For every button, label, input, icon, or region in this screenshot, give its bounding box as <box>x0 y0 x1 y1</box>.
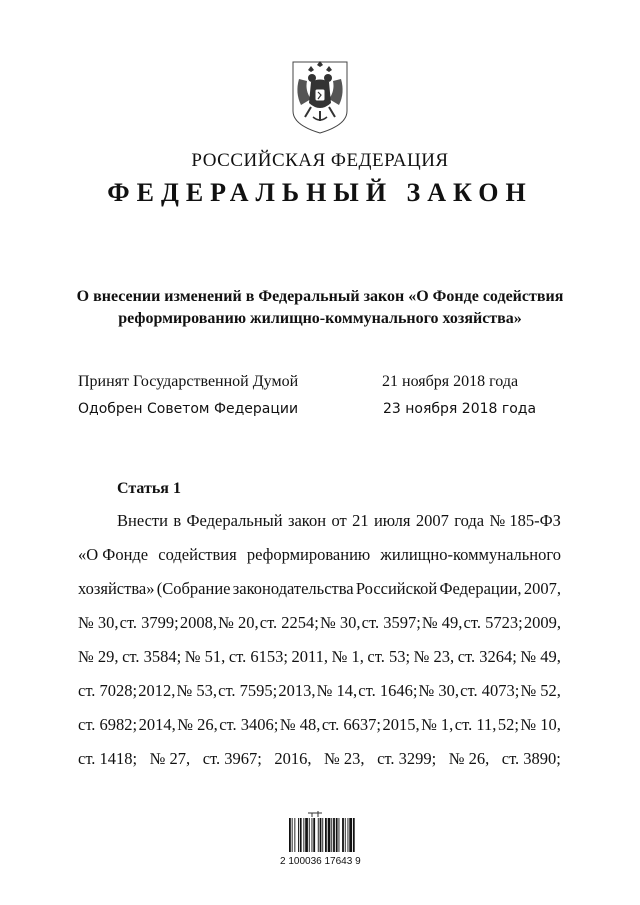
article-word: ст. 3299; <box>377 749 437 768</box>
article-word: № 10, <box>520 715 561 734</box>
barcode-bar <box>292 818 293 852</box>
article-word: № 48, <box>279 715 321 734</box>
barcode-bar <box>312 818 313 852</box>
article-text-line <box>78 647 561 667</box>
article-word: № 20, <box>218 613 259 632</box>
article-word: 2007 <box>415 511 449 530</box>
article-word: 2008, <box>179 613 218 632</box>
barcode-mark <box>308 811 322 817</box>
barcode-bar <box>353 818 355 852</box>
article-word: 2011, <box>291 647 329 666</box>
barcode-bar <box>345 818 346 852</box>
article-word: № 23, <box>324 749 365 768</box>
article-word: Внести <box>117 511 168 530</box>
article-word: № 27, <box>149 749 191 768</box>
article-word: (Собрание <box>156 579 231 598</box>
barcode-number: 2 100036 17643 9 <box>280 856 361 867</box>
article-word: 2013, <box>278 681 316 700</box>
article-text-line <box>78 715 561 735</box>
article-word: Российской <box>355 579 438 598</box>
article-word: закон <box>287 511 327 530</box>
article-word: 2009, <box>523 613 561 632</box>
article-word: № 26, <box>448 749 490 768</box>
article-word: № 29, <box>78 647 119 666</box>
coat-of-arms-emblem <box>289 59 351 135</box>
barcode-bar <box>342 818 344 852</box>
article-word: ст. 3890; <box>501 749 561 768</box>
country-name: РОССИЙСКАЯ ФЕДЕРАЦИЯ <box>191 150 449 171</box>
article-word: № 52, <box>520 681 561 700</box>
article-word: № 30, <box>78 613 119 632</box>
article-word: № 53, <box>176 681 218 700</box>
article-word: «О Фонде <box>78 545 149 564</box>
barcode-bar <box>289 818 291 852</box>
article-word: июля <box>373 511 411 530</box>
barcode <box>288 810 376 854</box>
duma-adoption-label: Принят Государственной Думой <box>78 373 299 390</box>
barcode-bar <box>300 818 302 852</box>
article-word: Федеральный <box>186 511 283 530</box>
article-word: № 14, <box>316 681 358 700</box>
article-word: ст. 2254; <box>259 613 319 632</box>
article-word: 2016, <box>274 749 312 768</box>
barcode-graphic <box>288 810 376 854</box>
article-word: ст. 11, <box>454 715 497 734</box>
article-word: № 49, <box>520 647 561 666</box>
barcode-bar <box>333 818 335 852</box>
article-word: ст. 7595; <box>218 681 278 700</box>
article-word: ст. 6982; <box>78 715 138 734</box>
article-word: 2007, <box>523 579 561 598</box>
article-word: ст. 4073; <box>460 681 520 700</box>
article-word: в <box>173 511 182 530</box>
barcode-bar <box>339 818 340 852</box>
barcode-bar <box>348 818 349 852</box>
article-word: ст. 3584; <box>122 647 182 666</box>
barcode-bar <box>322 818 323 852</box>
article-word: ст. 3597; <box>361 613 421 632</box>
barcode-bar <box>294 818 295 852</box>
article-word: ст. 5723; <box>463 613 523 632</box>
law-title-line-1: О внесении изменений в Федеральный закон «О Фонде содействия <box>76 288 564 305</box>
article-word: № 49, <box>421 613 463 632</box>
law-title <box>40 286 600 330</box>
barcode-bar <box>303 818 304 852</box>
article-word: ст. 1646; <box>358 681 418 700</box>
article-word: 2012, <box>138 681 176 700</box>
article-word: от <box>331 511 347 530</box>
article-word: реформированию <box>246 545 371 564</box>
article-heading: Статья 1 <box>117 480 181 497</box>
article-word: 21 <box>352 511 369 530</box>
article-word: жилищно-коммунального <box>380 545 561 564</box>
council-approval-label: Одобрен Советом Федерации <box>78 401 299 417</box>
barcode-bar <box>318 818 319 852</box>
article-word: ст. 3799; <box>119 613 179 632</box>
article-word: ст. 1418; <box>78 749 138 768</box>
article-text-line <box>78 749 561 769</box>
article-text-line <box>78 545 561 565</box>
barcode-bar <box>331 818 332 852</box>
article-word: № 26, <box>177 715 218 734</box>
duma-adoption-date: 21 ноября 2018 года <box>382 373 519 390</box>
article-word: ст. 6153; <box>228 647 288 666</box>
article-word: № 1, <box>331 647 364 666</box>
barcode-bar <box>349 818 352 852</box>
barcode-bar <box>336 818 338 852</box>
article-word: № 1, <box>421 715 454 734</box>
article-word: ст. 3406; <box>219 715 279 734</box>
article-word: ст. 6637; <box>321 715 381 734</box>
document-type: ФЕДЕРАЛЬНЫЙ ЗАКОН <box>107 178 533 207</box>
barcode-bar <box>328 818 331 852</box>
article-word: № 23, <box>413 647 455 666</box>
barcode-bar <box>313 818 315 852</box>
article-word: ст. 7028; <box>78 681 138 700</box>
article-word: ст. 53; <box>367 647 411 666</box>
article-text-line <box>78 579 561 599</box>
law-title-line-2: реформированию жилищно-коммунального хозяйства» <box>118 310 522 327</box>
eagle-icon <box>289 59 351 135</box>
article-word: № 51, <box>184 647 226 666</box>
article-word: ст. 3967; <box>202 749 262 768</box>
article-word: № 185-ФЗ <box>489 511 561 530</box>
article-word: № 30, <box>320 613 361 632</box>
article-word: законодательства <box>232 579 354 598</box>
barcode-bar <box>325 818 327 852</box>
article-word: ст. 3264; <box>457 647 517 666</box>
article-word: 2015, <box>382 715 420 734</box>
barcode-bar <box>309 818 310 852</box>
article-text-line <box>117 511 561 531</box>
article-word: содействия <box>158 545 237 564</box>
article-word: года <box>454 511 485 530</box>
barcode-bar <box>298 818 299 852</box>
article-text-line <box>78 613 561 633</box>
article-word: 52; <box>497 715 519 734</box>
article-text-line <box>78 681 561 701</box>
article-word: № 30, <box>418 681 460 700</box>
article-word: хозяйства» <box>78 579 155 598</box>
barcode-bar <box>320 818 322 852</box>
article-word: 2014, <box>138 715 176 734</box>
council-approval-date: 23 ноября 2018 года <box>383 401 537 417</box>
barcode-bar <box>305 818 308 852</box>
article-word: Федерации, <box>439 579 522 598</box>
